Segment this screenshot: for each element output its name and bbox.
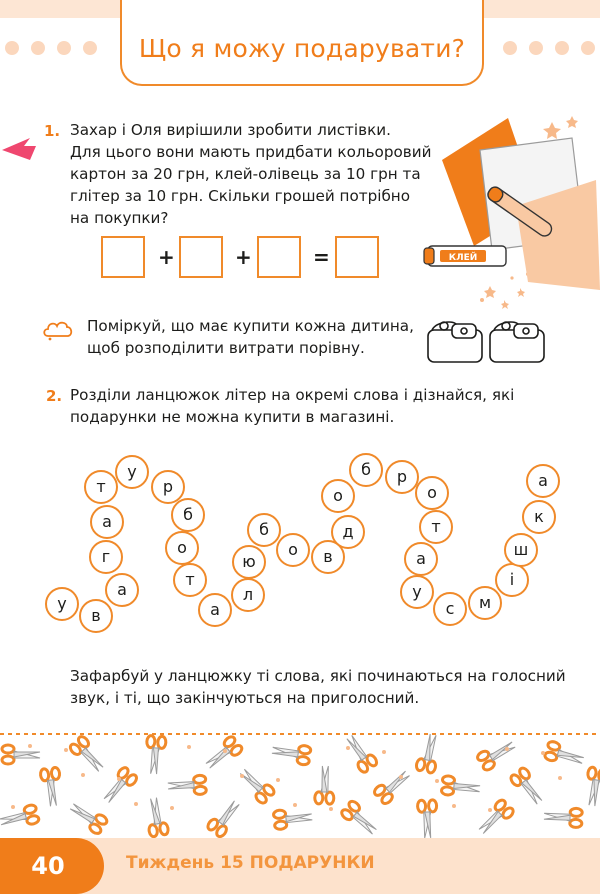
scissors-icon [315, 766, 335, 804]
scissors-pattern [0, 730, 600, 838]
task-1-line-4: глітер за 10 грн. Скільки грошей потрібно [70, 187, 411, 205]
chain-letter: о [288, 540, 298, 559]
confetti-dot [223, 749, 227, 753]
scissors-icon [235, 765, 276, 805]
task-1-line-3: картон за 20 грн, клей-олівець за 10 грн та [70, 165, 421, 183]
answer-box-1[interactable] [101, 236, 145, 278]
scissors-icon [341, 732, 378, 774]
chain-letter: о [177, 538, 187, 557]
chain-letter: б [259, 520, 269, 539]
chain-letter: і [509, 570, 515, 589]
confetti-dot [240, 774, 244, 778]
chain-letter: т [96, 477, 106, 496]
scissors-icon [40, 767, 63, 807]
answer-box-2[interactable] [179, 236, 223, 278]
scissors-icon [144, 797, 169, 838]
task-2-number: 2. [46, 387, 63, 405]
confetti-dot [505, 747, 509, 751]
scissors-icon [145, 735, 167, 774]
chain-letter: ш [513, 540, 529, 559]
hint-line-2: щоб розподілити витрати порівну. [87, 339, 365, 357]
scissors-icon [0, 804, 40, 832]
chain-letter: т [185, 570, 195, 589]
letter-chain [0, 430, 600, 650]
chain-letter: а [102, 512, 112, 531]
pointer-arrow-icon [0, 136, 40, 162]
scissors-icon [271, 741, 311, 765]
confetti-dot [28, 744, 32, 748]
chain-letter: к [534, 507, 544, 526]
scissors-icon [475, 798, 515, 838]
scissors-icon [417, 800, 437, 838]
task-1-line-1: Захар і Оля вирішили зробити листівки. [70, 121, 391, 139]
confetti-dot [170, 806, 174, 810]
scissors-icon [206, 797, 244, 838]
chain-letter: в [91, 606, 101, 625]
confetti-dot [382, 750, 386, 754]
chain-letter: о [427, 483, 437, 502]
confetti-dot [541, 751, 545, 755]
plus-sign-2: + [235, 245, 252, 269]
confetti-dot [11, 805, 15, 809]
confetti-dot [293, 803, 297, 807]
scissors-icon [273, 807, 313, 830]
answer-box-result[interactable] [335, 236, 379, 278]
wallet-icon [490, 322, 544, 362]
chain-letter: а [538, 471, 548, 490]
page-title: Що я можу подарувати? [138, 34, 466, 63]
chain-letter: б [183, 505, 193, 524]
scissors-icon [66, 799, 108, 836]
confetti-dot [117, 777, 121, 781]
glue-label: КЛЕЙ [448, 253, 478, 263]
confetti-dot [488, 808, 492, 812]
wallets-illustration [424, 314, 552, 366]
task-1-number: 1. [44, 122, 61, 140]
instruction-line-1: Зафарбуй у ланцюжку ті слова, які починаються на голосний [70, 667, 566, 685]
chain-letter: о [333, 486, 343, 505]
scissors-icon [168, 775, 207, 796]
chain-letter: м [478, 593, 492, 612]
task-2-line-1: Розділи ланцюжок літер на окремі слова і дізнайся, які [70, 386, 515, 404]
confetti-dot [399, 775, 403, 779]
task-1-line-2: Для цього вони мають придбати кольоровий [70, 143, 432, 161]
confetti-dot [81, 773, 85, 777]
scissors-icon [68, 735, 108, 776]
confetti-dot [276, 778, 280, 782]
chain-letter: г [101, 547, 111, 566]
confetti-dot [435, 779, 439, 783]
wallet-icon [428, 322, 482, 362]
confetti-dot [452, 804, 456, 808]
page-number: 40 [31, 852, 65, 880]
chain-letter: р [162, 477, 174, 496]
task-1-line-5: на покупки? [70, 209, 169, 227]
scissors-icon [415, 733, 441, 774]
scissors-icon [583, 767, 600, 808]
chain-letter: а [416, 549, 426, 568]
answer-box-3[interactable] [257, 236, 301, 278]
chain-letter: л [242, 585, 254, 604]
scissors-icon [476, 736, 518, 772]
chain-letter: у [57, 594, 67, 613]
title-box [120, 0, 484, 86]
scissors-icon [340, 799, 381, 838]
plus-sign-1: + [158, 245, 175, 269]
confetti-dot [64, 748, 68, 752]
scissors-icon [99, 766, 138, 807]
craft-supplies-illustration [420, 110, 600, 310]
instruction-line-2: звук, і ті, що закінчуються на приголосний. [70, 689, 420, 707]
confetti-dot [134, 802, 138, 806]
glue-stick-icon [424, 246, 506, 266]
confetti-dot [558, 776, 562, 780]
chain-letter: т [431, 517, 441, 536]
chain-letter: в [323, 547, 333, 566]
thought-cloud-icon [42, 318, 74, 342]
task-2-line-2: подарунки не можна купити в магазині. [70, 408, 395, 426]
chain-letter: а [210, 600, 220, 619]
confetti-dot [329, 807, 333, 811]
chain-letter: д [342, 522, 354, 541]
scissors-icon [544, 740, 586, 769]
chain-letter: б [361, 460, 371, 479]
chain-letter: ю [242, 552, 256, 571]
chain-letter: у [412, 582, 422, 601]
scissors-icon [2, 745, 40, 764]
scissors-icon [509, 766, 547, 808]
confetti-dot [187, 745, 191, 749]
equals-sign: = [313, 245, 330, 269]
scissors-icon [544, 807, 583, 827]
scissors-icon [441, 775, 481, 797]
scissors-icon [373, 766, 414, 806]
chain-letter: р [396, 467, 408, 486]
week-label: Тиждень 15 ПОДАРУНКИ [126, 853, 375, 873]
chain-letter: у [127, 462, 137, 481]
confetti-dot [346, 746, 350, 750]
chain-letter: а [117, 580, 127, 599]
chain-letter: с [445, 599, 455, 618]
hint-line-1: Поміркуй, що має купити кожна дитина, [87, 317, 414, 335]
scissors-icon [202, 735, 243, 774]
